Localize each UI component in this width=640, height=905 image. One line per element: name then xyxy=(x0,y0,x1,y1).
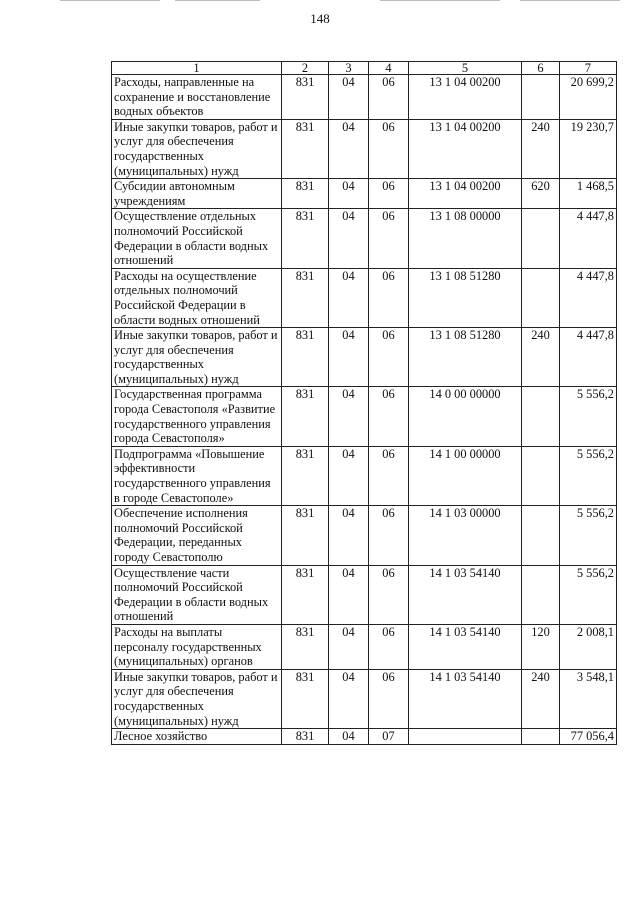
col-header-amount: 7 xyxy=(560,62,617,75)
cell-expense-type xyxy=(522,75,560,120)
cell-target-article: 13 1 04 00200 xyxy=(409,179,522,209)
cell-expense-type: 620 xyxy=(522,179,560,209)
scan-artifact-line xyxy=(60,0,160,1)
cell-target-article: 14 1 00 00000 xyxy=(409,446,522,505)
cell-name: Лесное хозяйство xyxy=(112,729,282,745)
table-header xyxy=(112,62,617,75)
cell-name: Государственная программа города Севастополя «Развитие государственного управления города Севастополя» xyxy=(112,387,282,446)
cell-section: 04 xyxy=(329,209,369,268)
cell-name: Расходы, направленные на сохранение и восстановление водных объектов xyxy=(112,75,282,120)
col-header-subsection: 4 xyxy=(369,62,409,75)
cell-target-article: 14 1 03 54140 xyxy=(409,565,522,624)
cell-amount: 2 008,1 xyxy=(560,624,617,669)
cell-subsection: 06 xyxy=(369,506,409,565)
cell-subsection: 06 xyxy=(369,268,409,327)
cell-name: Осуществление части полномочий Российской Федерации в области водных отношений xyxy=(112,565,282,624)
cell-target-article: 13 1 04 00200 xyxy=(409,75,522,120)
cell-name: Иные закупки товаров, работ и услуг для обеспечения государственных (муниципальных) нужд xyxy=(112,328,282,387)
scan-artifact-line xyxy=(380,0,500,1)
cell-grbs: 831 xyxy=(282,506,329,565)
cell-section: 04 xyxy=(329,624,369,669)
cell-amount: 1 468,5 xyxy=(560,179,617,209)
budget-table xyxy=(111,61,617,745)
col-header-target-article: 5 xyxy=(409,62,522,75)
cell-expense-type: 240 xyxy=(522,669,560,728)
table-row xyxy=(112,119,617,178)
cell-name: Расходы на выплаты персоналу государственных (муниципальных) органов xyxy=(112,624,282,669)
cell-expense-type xyxy=(522,565,560,624)
cell-section: 04 xyxy=(329,387,369,446)
page-number: 148 xyxy=(310,11,330,26)
cell-expense-type xyxy=(522,506,560,565)
cell-subsection: 06 xyxy=(369,119,409,178)
cell-name: Субсидии автономным учреждениям xyxy=(112,179,282,209)
col-header-section: 3 xyxy=(329,62,369,75)
table-row xyxy=(112,268,617,327)
cell-subsection: 06 xyxy=(369,565,409,624)
cell-section: 04 xyxy=(329,328,369,387)
cell-subsection: 06 xyxy=(369,328,409,387)
cell-amount: 77 056,4 xyxy=(560,729,617,745)
scan-artifact-line xyxy=(175,0,260,1)
cell-target-article: 14 1 03 54140 xyxy=(409,669,522,728)
cell-section: 04 xyxy=(329,119,369,178)
cell-amount: 3 548,1 xyxy=(560,669,617,728)
table-row xyxy=(112,506,617,565)
cell-grbs: 831 xyxy=(282,624,329,669)
col-header-grbs: 2 xyxy=(282,62,329,75)
table-row xyxy=(112,328,617,387)
cell-amount: 20 699,2 xyxy=(560,75,617,120)
table-row xyxy=(112,209,617,268)
cell-name: Подпрограмма «Повышение эффективности государственного управления в городе Севастополе» xyxy=(112,446,282,505)
cell-subsection: 06 xyxy=(369,179,409,209)
cell-amount: 4 447,8 xyxy=(560,209,617,268)
cell-amount: 4 447,8 xyxy=(560,268,617,327)
cell-section: 04 xyxy=(329,565,369,624)
cell-amount: 19 230,7 xyxy=(560,119,617,178)
cell-section: 04 xyxy=(329,179,369,209)
cell-name: Расходы на осуществление отдельных полномочий Российской Федерации в области водных отношений xyxy=(112,268,282,327)
cell-target-article xyxy=(409,729,522,745)
cell-section: 04 xyxy=(329,446,369,505)
cell-grbs: 831 xyxy=(282,328,329,387)
cell-grbs: 831 xyxy=(282,669,329,728)
cell-expense-type: 120 xyxy=(522,624,560,669)
cell-grbs: 831 xyxy=(282,119,329,178)
cell-name: Обеспечение исполнения полномочий Российской Федерации, переданных городу Севастополю xyxy=(112,506,282,565)
cell-expense-type xyxy=(522,729,560,745)
cell-amount: 4 447,8 xyxy=(560,328,617,387)
cell-grbs: 831 xyxy=(282,209,329,268)
table-header-row xyxy=(112,62,617,75)
cell-expense-type xyxy=(522,387,560,446)
cell-subsection: 06 xyxy=(369,669,409,728)
cell-target-article: 14 0 00 00000 xyxy=(409,387,522,446)
col-header-expense-type: 6 xyxy=(522,62,560,75)
cell-target-article: 14 1 03 00000 xyxy=(409,506,522,565)
cell-name: Иные закупки товаров, работ и услуг для обеспечения государственных (муниципальных) нужд xyxy=(112,119,282,178)
cell-grbs: 831 xyxy=(282,179,329,209)
cell-section: 04 xyxy=(329,506,369,565)
cell-name: Осуществление отдельных полномочий Российской Федерации в области водных отношений xyxy=(112,209,282,268)
cell-amount: 5 556,2 xyxy=(560,565,617,624)
cell-expense-type xyxy=(522,268,560,327)
cell-target-article: 13 1 08 51280 xyxy=(409,268,522,327)
cell-grbs: 831 xyxy=(282,446,329,505)
cell-amount: 5 556,2 xyxy=(560,506,617,565)
cell-target-article: 13 1 04 00200 xyxy=(409,119,522,178)
table-row xyxy=(112,75,617,120)
cell-name: Иные закупки товаров, работ и услуг для обеспечения государственных (муниципальных) нужд xyxy=(112,669,282,728)
cell-amount: 5 556,2 xyxy=(560,387,617,446)
cell-grbs: 831 xyxy=(282,729,329,745)
col-header-name: 1 xyxy=(112,62,282,75)
cell-section: 04 xyxy=(329,669,369,728)
cell-section: 04 xyxy=(329,268,369,327)
table-row xyxy=(112,387,617,446)
table-row xyxy=(112,729,617,745)
table-row xyxy=(112,624,617,669)
cell-grbs: 831 xyxy=(282,565,329,624)
cell-expense-type: 240 xyxy=(522,328,560,387)
cell-expense-type: 240 xyxy=(522,119,560,178)
cell-subsection: 06 xyxy=(369,387,409,446)
cell-target-article: 13 1 08 00000 xyxy=(409,209,522,268)
cell-section: 04 xyxy=(329,729,369,745)
table-row xyxy=(112,446,617,505)
cell-target-article: 13 1 08 51280 xyxy=(409,328,522,387)
cell-grbs: 831 xyxy=(282,268,329,327)
cell-section: 04 xyxy=(329,75,369,120)
cell-expense-type xyxy=(522,446,560,505)
cell-expense-type xyxy=(522,209,560,268)
cell-grbs: 831 xyxy=(282,387,329,446)
table-row xyxy=(112,669,617,728)
cell-target-article: 14 1 03 54140 xyxy=(409,624,522,669)
cell-amount: 5 556,2 xyxy=(560,446,617,505)
cell-grbs: 831 xyxy=(282,75,329,120)
cell-subsection: 07 xyxy=(369,729,409,745)
cell-subsection: 06 xyxy=(369,209,409,268)
table-row xyxy=(112,565,617,624)
cell-subsection: 06 xyxy=(369,75,409,120)
cell-subsection: 06 xyxy=(369,446,409,505)
cell-subsection: 06 xyxy=(369,624,409,669)
table-body xyxy=(112,75,617,745)
table-row xyxy=(112,179,617,209)
scan-artifact-line xyxy=(520,0,620,1)
